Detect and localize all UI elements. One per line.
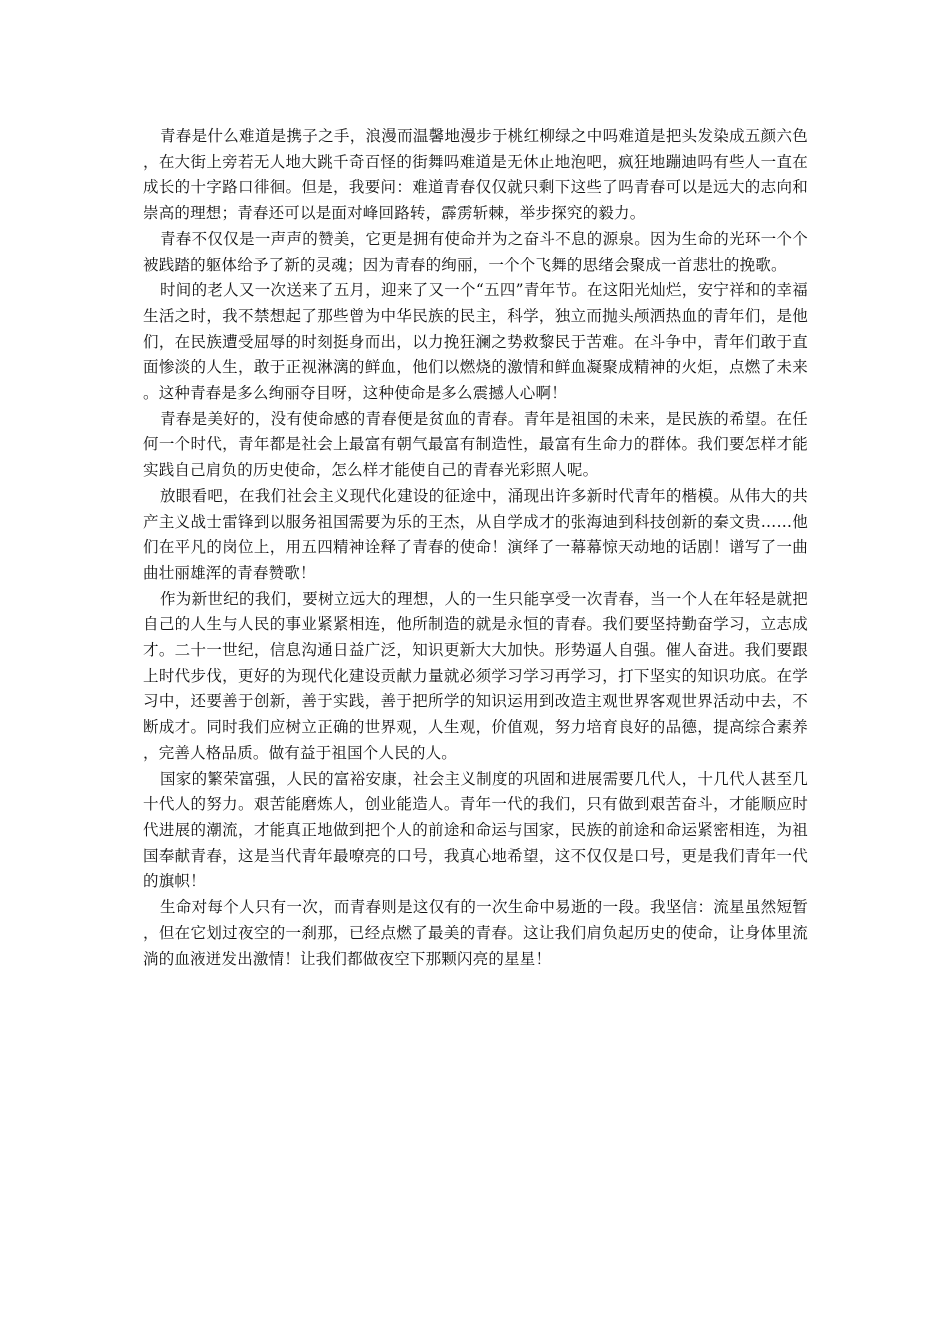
paragraph-1: 青春是什么难道是携子之手，浪漫而温馨地漫步于桃红柳绿之中吗难道是把头发染成五颜六色，在大街上旁若无人地大跳千奇百怪的街舞吗难道是无休止地泡吧，疯狂地蹦迪吗有些人一直在成长的十字路口徘徊。但是，我要问：难道青春仅仅就只剩下这些了吗青春可以是远大的志向和崇高的理想；青春还可以是面对峰回路转，霹雳斩棘，举步探究的毅力。 — [143, 127, 808, 223]
paragraph-8: 生命对每个人只有一次，而青春则是这仅有的一次生命中易逝的一段。我坚信：流星虽然短暂，但在它划过夜空的一刹那，已经点燃了最美的青春。这让我们肩负起历史的使命，让身体里流淌的血液迸发出激情！让我们都做夜空下那颗闪亮的星星！ — [143, 898, 808, 968]
paragraph-2: 青春不仅仅是一声声的赞美，它更是拥有使命并为之奋斗不息的源泉。因为生命的光环一个个被践踏的躯体给予了新的灵魂；因为青春的绚丽，一个个飞舞的思绪会聚成一首悲壮的挽歌。 — [143, 229, 808, 274]
paragraph-6: 作为新世纪的我们，要树立远大的理想，人的一生只能享受一次青春，当一个人在年轻是就把自己的人生与人民的事业紧紧相连，他所制造的就是永恒的青春。我们要坚持勤奋学习，立志成才。二十一世纪，信息沟通日益广泛，知识更新大大加快。形势逼人自强。催人奋进。我们要跟上时代步伐，更好的为现代化建设贡献力量就必须学习学习再学习，打下坚实的知识功底。在学习中，还要善于创新，善于实践，善于把所学的知识运用到改造主观世界客观世界活动中去，不断成才。同时我们应树立正确的世界观，人生观，价值观，努力培育良好的品德，提高综合素养，完善人格品质。做有益于祖国个人民的人。 — [143, 589, 808, 762]
paragraph-5: 放眼看吧，在我们社会主义现代化建设的征途中，涌现出许多新时代青年的楷模。从伟大的共产主义战士雷锋到以服务祖国需要为乐的王杰，从自学成才的张海迪到科技创新的秦文贵……他们在平凡的岗位上，用五四精神诠释了青春的使命！演绎了一幕幕惊天动地的话剧！谱写了一曲曲壮丽雄浑的青春赞歌！ — [143, 486, 808, 582]
paragraph-7: 国家的繁荣富强，人民的富裕安康，社会主义制度的巩固和进展需要几代人，十几代人甚至几十代人的努力。艰苦能磨炼人，创业能造人。青年一代的我们，只有做到艰苦奋斗，才能顺应时代进展的潮流，才能真正地做到把个人的前途和命运与国家，民族的前途和命运紧密相连，为祖国奉献青春，这是当代青年最嘹亮的口号，我真心地希望，这不仅仅是口号，更是我们青年一代的旗帜！ — [143, 769, 808, 891]
paragraph-4: 青春是美好的，没有使命感的青春便是贫血的青春。青年是祖国的未来，是民族的希望。在任何一个时代，青年都是社会上最富有朝气最富有制造性，最富有生命力的群体。我们要怎样才能实践自己肩负的历史使命，怎么样才能使自己的青春光彩照人呢。 — [143, 409, 808, 480]
essay-body — [143, 124, 808, 972]
paragraph-3: 时间的老人又一次送来了五月，迎来了又一个“五四”青年节。在这阳光灿烂，安宁祥和的幸福生活之时，我不禁想起了那些曾为中华民族的民主，科学，独立而抛头颅洒热血的青年们，是他们，在民族遭受屈辱的时刻挺身而出，以力挽狂澜之势救黎民于苦难。在斗争中，青年们敢于直面惨淡的人生，敢于正视淋漓的鲜血，他们以燃烧的激情和鲜血凝聚成精神的火炬，点燃了未来。这种青春是多么绚丽夺目呀，这种使命是多么震撼人心啊！ — [143, 281, 808, 403]
